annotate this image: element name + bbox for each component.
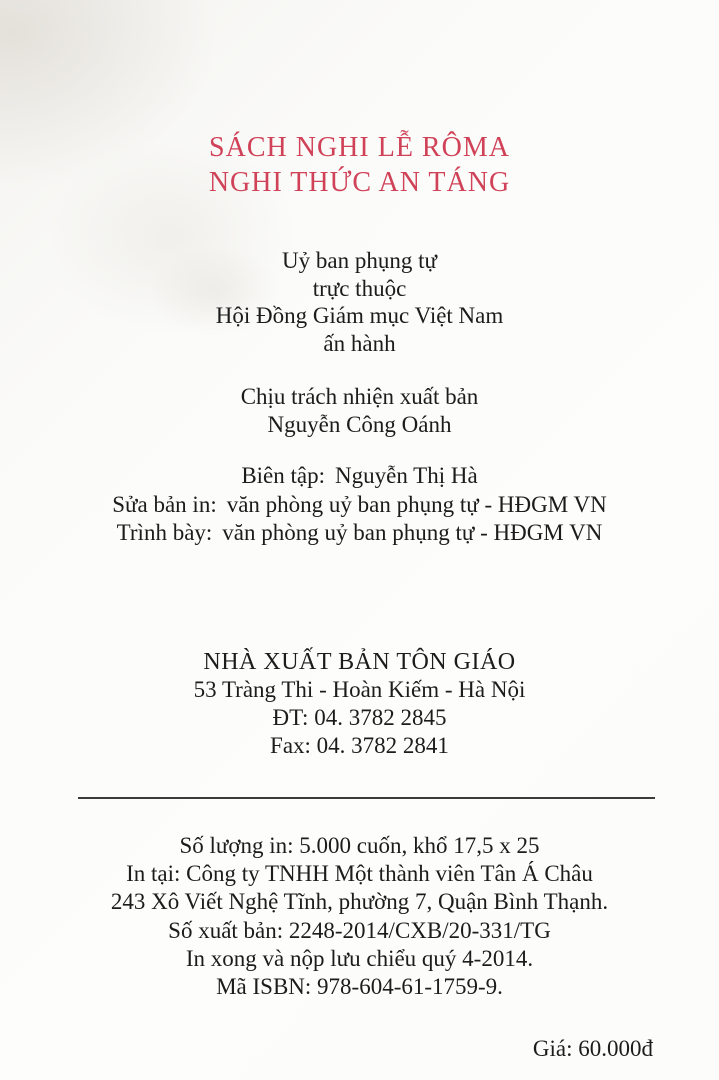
issuer-line-3: Hội Đồng Giám mục Việt Nam xyxy=(215,303,504,328)
responsibility-block xyxy=(0,383,719,438)
responsibility-name: Nguyễn Công Oánh xyxy=(267,411,452,437)
book-title-line-2: NGHI THỨC AN TÁNG xyxy=(208,167,511,198)
issuer-block xyxy=(0,247,719,357)
publisher-fax: Fax: 04. 3782 2841 xyxy=(270,733,449,758)
publisher-name: NHÀ XUẤT BẢN TÔN GIÁO xyxy=(203,649,516,675)
imprint-license-number: Số xuất bản: 2248-2014/CXB/20-331/TG xyxy=(168,917,551,943)
imprint-print-run: Số lượng in: 5.000 cuốn, khổ 17,5 x 25 xyxy=(179,833,540,858)
credit-row-proofreading xyxy=(0,491,719,520)
credit-label-editor: Biên tập: xyxy=(241,463,325,488)
credit-value-proofreading: văn phòng uỷ ban phụng tự - HĐGM VN xyxy=(226,491,607,517)
credit-value-layout: văn phòng uỷ ban phụng tự - HĐGM VN xyxy=(222,520,603,545)
responsibility-title: Chịu trách nhiện xuất bản xyxy=(240,384,479,409)
credit-row-layout xyxy=(0,519,719,548)
credits-block xyxy=(0,462,719,548)
imprint-printer: In tại: Công ty TNHH Một thành viên Tân Á Châu xyxy=(126,861,593,887)
publisher-block xyxy=(0,648,719,760)
imprint-deposit-date: In xong và nộp lưu chiểu quý 4-2014. xyxy=(185,945,534,971)
publisher-address: 53 Tràng Thi - Hoàn Kiếm - Hà Nội xyxy=(193,677,526,702)
issuer-line-1: Uỷ ban phụng tự xyxy=(282,248,437,273)
price-label: Giá: 60.000đ xyxy=(532,1036,653,1061)
credit-label-layout: Trình bày: xyxy=(116,520,213,545)
issuer-line-2: trực thuộc xyxy=(312,275,407,301)
issuer-line-4: ấn hành xyxy=(323,330,396,356)
publisher-phone: ĐT: 04. 3782 2845 xyxy=(272,705,447,730)
book-title-line-1: SÁCH NGHI LỄ RÔMA xyxy=(209,132,510,163)
credit-value-editor: Nguyễn Thị Hà xyxy=(335,463,478,488)
divider-line xyxy=(78,797,655,799)
imprint-block xyxy=(0,832,719,1001)
credit-row-editor xyxy=(0,462,719,491)
credit-label-proofreading: Sửa bản in: xyxy=(112,491,217,517)
imprint-isbn: Mã ISBN: 978-604-61-1759-9. xyxy=(216,974,503,1000)
imprint-printer-address: 243 Xô Viết Nghệ Tĩnh, phường 7, Quận Bình Thạnh. xyxy=(110,889,609,915)
book-title xyxy=(0,130,719,200)
